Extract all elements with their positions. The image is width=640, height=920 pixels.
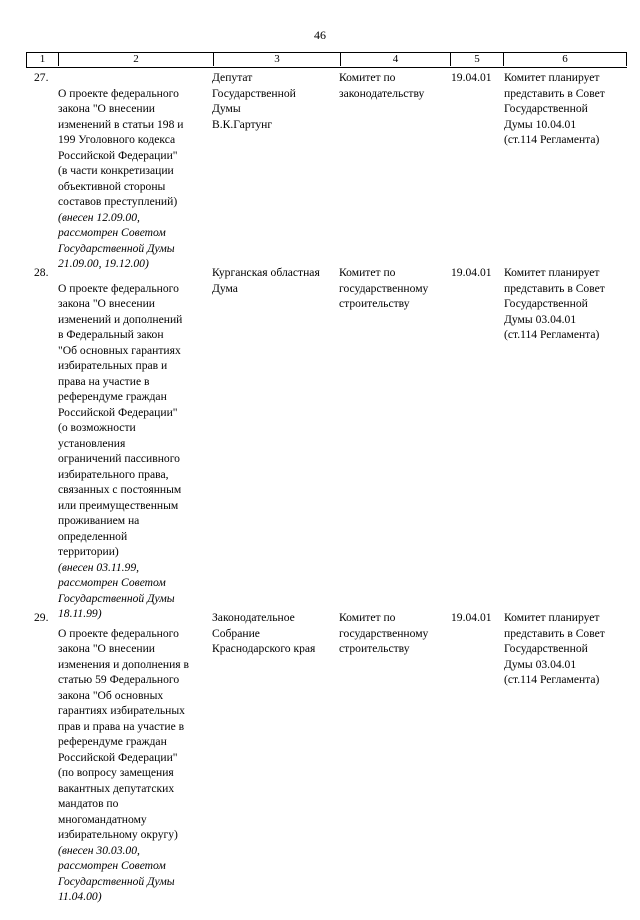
header-col-4: 4 [341, 53, 451, 66]
entry-committee: Комитет по государственному строительству [339, 266, 429, 310]
entry-committee: Комитет по государственному строительству [339, 611, 429, 655]
entry-title: О проекте федерального закона "О внесении изменений и дополнений в Федеральный закон "Об основных гарантиях избирательных прав и права на участие в референдуме граждан Российской Федерации" (о возможности установления ограничений пассивного избирательного права, связанных с постоянным или преимущественным проживанием на определенной территории) [58, 281, 183, 558]
entry-result: Комитет планирует представить в Совет Государственной Думы 03.04.01 (ст.114 Регламента) [504, 266, 605, 341]
header-col-5: 5 [451, 53, 504, 66]
entry-date: 19.04.01 [451, 71, 492, 84]
entry-author: Законодательное Собрание Краснодарского края [212, 611, 316, 655]
entry-title-cell [58, 70, 208, 287]
entry-number: 29. [34, 611, 49, 624]
entry-result: Комитет планирует представить в Совет Государственной Думы 10.04.01 (ст.114 Регламента) [504, 71, 605, 146]
entry-date: 19.04.01 [451, 266, 492, 279]
entry-committee: Комитет по законодательству [339, 71, 425, 100]
header-col-2: 2 [59, 53, 214, 66]
entry-note: (внесен 30.03.00, рассмотрен Советом Государственной Думы 11.04.00) [58, 843, 175, 903]
entry-note: (внесен 12.09.00, рассмотрен Советом Государственной Думы 21.09.00, 19.12.00) [58, 210, 175, 270]
table-header [26, 52, 627, 68]
entry-title: О проекте федерального закона "О внесении изменения и дополнения в статью 59 Федерального закона "Об основных гарантиях избирательных прав и права на участие в референдуме граждан Российской Федерации" (по вопросу замещения вакантных депутатских мандатов по многомандатному избирательному округу) [58, 626, 189, 841]
entry-title: О проекте федерального закона "О внесении изменений в статьи 198 и 199 Уголовного кодекса Российской Федерации" (в части конкретизации объективной стороны составов преступлений) [58, 86, 184, 208]
entry-title-cell [58, 610, 208, 920]
entry-author: Депутат Государственной Думы В.К.Гартунг [212, 71, 296, 131]
page-number: 46 [314, 28, 326, 42]
entry-author: Курганская областная Дума [212, 266, 320, 295]
header-col-3: 3 [214, 53, 341, 66]
entry-title-cell [58, 265, 208, 637]
header-col-1: 1 [27, 53, 59, 66]
entry-number: 28. [34, 266, 49, 279]
entry-number: 27. [34, 71, 49, 84]
entry-note: (внесен 03.11.99, рассмотрен Советом Государственной Думы 18.11.99) [58, 560, 175, 620]
header-col-6: 6 [504, 53, 627, 66]
entry-date: 19.04.01 [451, 611, 492, 624]
entry-result: Комитет планирует представить в Совет Государственной Думы 03.04.01 (ст.114 Регламента) [504, 611, 605, 686]
